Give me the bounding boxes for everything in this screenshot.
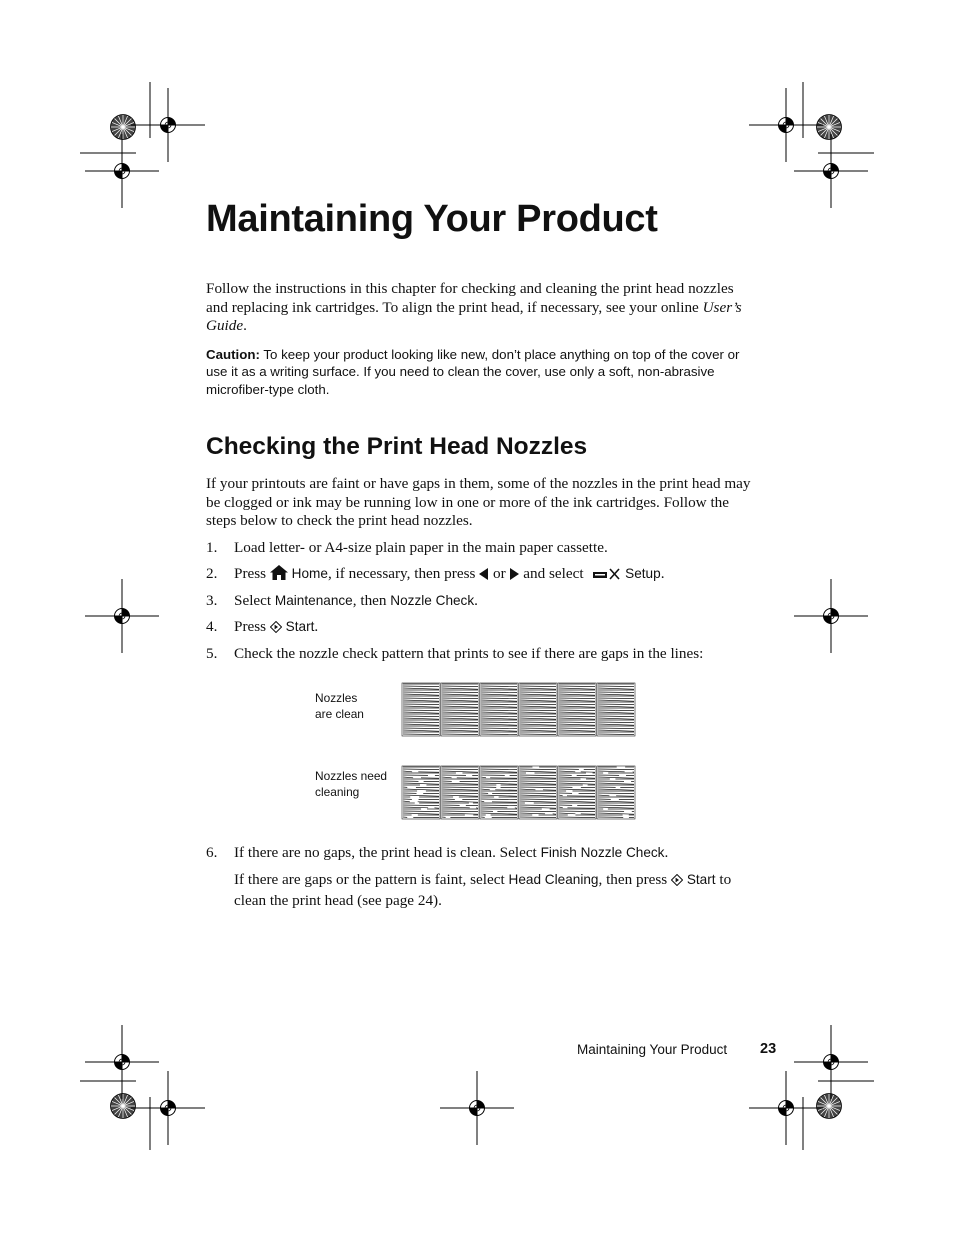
maintenance-menu-label: Maintenance <box>274 593 353 608</box>
home-button-label: Home <box>291 566 328 581</box>
dirty-pattern-label: Nozzles need cleaning <box>315 769 388 799</box>
setup-button-label: Setup <box>625 566 661 581</box>
intro-paragraph: Follow the instructions in this chapter for checking and cleaning the print head nozzles and replacing ink cartridges. To align the print head, if necessary, see your online User’s Guide. <box>206 280 742 334</box>
page-number: 23 <box>760 1041 777 1057</box>
nozzle-pattern-clean <box>400 682 640 738</box>
nozzle-check-menu-label: Nozzle Check <box>390 593 475 608</box>
start-button-label: Start <box>285 619 315 634</box>
head-cleaning-label: Head Cleaning <box>508 872 599 887</box>
intro-text: Follow the instructions in this chapter for checking and cleaning the print head nozzles and replacing ink cartridges. To align the print head, if necessary, see your online <box>206 280 734 316</box>
page-title: Maintaining Your Product <box>206 198 658 240</box>
finish-nozzle-check-label: Finish Nozzle Check <box>540 845 665 860</box>
footer-chapter-title: Maintaining Your Product <box>577 1042 728 1057</box>
section-paragraph: If your printouts are faint or have gaps in them, some of the nozzles in the print head may be clogged or ink may be running low in one or more of the ink cartridges. Follow the steps below to check the print head nozzles. <box>206 475 751 529</box>
start-diamond-icon <box>270 620 282 639</box>
nozzle-pattern-dirty <box>400 765 640 821</box>
start-diamond-icon <box>671 873 683 892</box>
arrow-left-icon <box>479 567 489 586</box>
arrow-right-icon <box>509 567 519 586</box>
clean-pattern-label: Nozzles are clean <box>315 691 364 721</box>
caution-note <box>206 346 754 398</box>
caution-label: Caution: <box>206 347 260 362</box>
caution-text: To keep your product looking like new, don’t place anything on top of the cover or use it as a writing surface. If you need to clean the cover, use only a soft, non-abrasive microfiber-type cloth. <box>206 347 740 397</box>
home-icon <box>270 565 288 586</box>
section-heading: Checking the Print Head Nozzles <box>206 433 588 460</box>
start-button-label: Start <box>686 872 716 887</box>
users-guide-reference: User’s Guide <box>206 298 742 334</box>
setup-tools-icon <box>593 567 621 586</box>
